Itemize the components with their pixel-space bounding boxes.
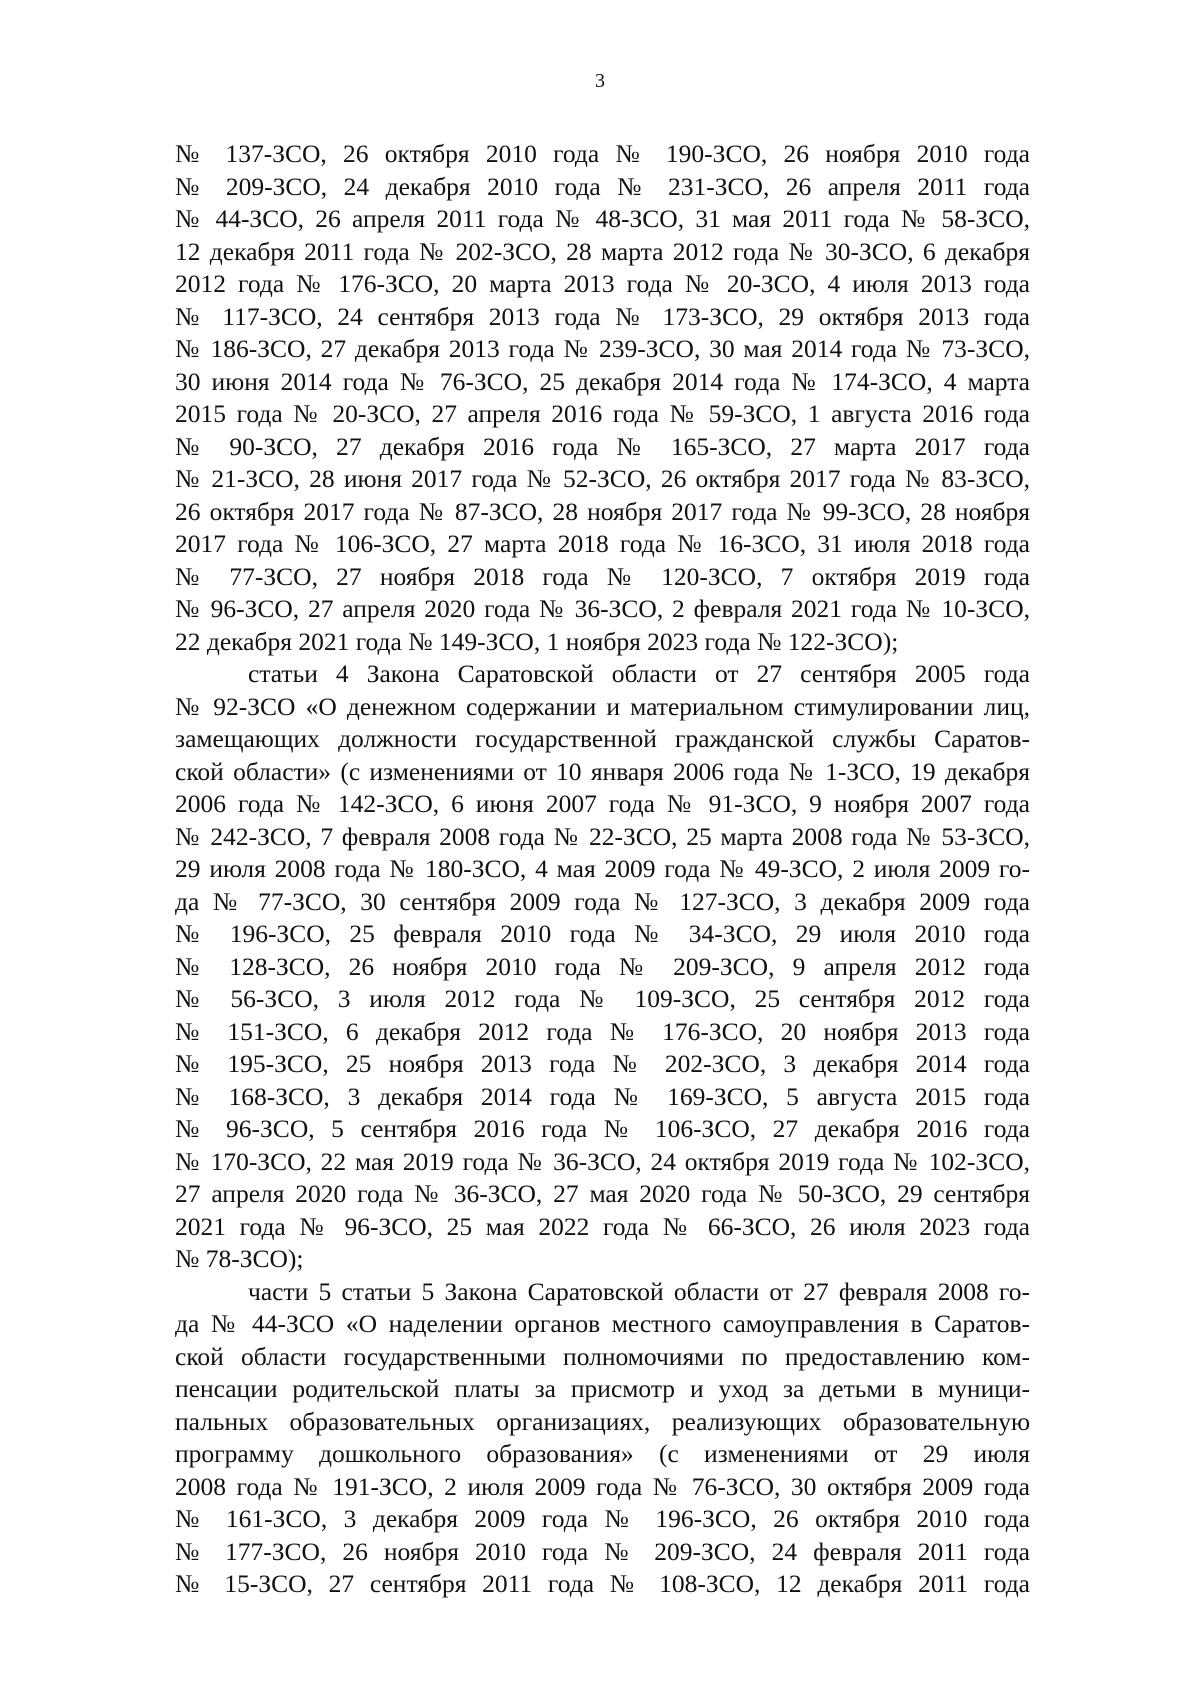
text-line: № 186-ЗСО, 27 декабря 2013 года № 239-ЗСО, 30 мая 2014 года № 73-ЗСО,	[175, 334, 1030, 363]
text-line: № 128-ЗСО, 26 ноября 2010 года № 209-ЗСО, 9 апреля 2012 года	[175, 951, 1030, 981]
text-line: № 137-ЗСО, 26 октября 2010 года № 190-ЗСО, 26 ноября 2010 года	[175, 139, 1030, 168]
paragraph	[175, 138, 1030, 658]
text-line: ской области» (с изменениями от 10 января 2006 года № 1-ЗСО, 19 декабря	[175, 756, 1030, 786]
text-line: 2012 года № 176-ЗСО, 20 марта 2013 года № 20-ЗСО, 4 июля 2013 года	[175, 269, 1030, 298]
text-line: № 177-ЗСО, 26 ноября 2010 года № 209-ЗСО, 24 февраля 2011 года	[175, 1536, 1030, 1566]
text-line: 2008 года № 191-ЗСО, 2 июля 2009 года № 76-ЗСО, 30 октября 2009 года	[175, 1471, 1030, 1501]
text-line: 29 июля 2008 года № 180-ЗСО, 4 мая 2009 года № 49-ЗСО, 2 июля 2009 го-	[175, 854, 1030, 883]
text-line: 30 июня 2014 года № 76-ЗСО, 25 декабря 2014 года № 174-ЗСО, 4 марта	[175, 366, 1030, 396]
text-line: № 96-ЗСО, 27 апреля 2020 года № 36-ЗСО, 2 февраля 2021 года № 10-ЗСО,	[175, 594, 1030, 623]
paragraph	[175, 1276, 1030, 1601]
text-line: 22 декабря 2021 года № 149-ЗСО, 1 ноября 2023 года № 122-ЗСО);	[175, 626, 899, 656]
text-line: 2006 года № 142-ЗСО, 6 июня 2007 года № 91-ЗСО, 9 ноября 2007 года	[175, 789, 1030, 818]
text-line: пенсации родительской платы за присмотр и уход за детьми в муници-	[175, 1374, 1030, 1403]
text-line: ской области государственными полномочиями по предоставлению ком-	[175, 1341, 1030, 1371]
text-line: № 56-ЗСО, 3 июля 2012 года № 109-ЗСО, 25 сентября 2012 года	[175, 984, 1030, 1013]
paragraph	[175, 658, 1030, 1276]
text-line: № 195-ЗСО, 25 ноября 2013 года № 202-ЗСО, 3 декабря 2014 года	[175, 1049, 1030, 1078]
text-line: 2015 года № 20-ЗСО, 27 апреля 2016 года № 59-ЗСО, 1 августа 2016 года	[175, 399, 1030, 428]
text-line: статьи 4 Закона Саратовской области от 27 сентября 2005 года	[248, 659, 1030, 688]
text-line: 2021 года № 96-ЗСО, 25 мая 2022 года № 66-ЗСО, 26 июля 2023 года	[175, 1211, 1030, 1241]
text-line: № 78-ЗСО);	[175, 1244, 304, 1273]
text-line: № 90-ЗСО, 27 декабря 2016 года № 165-ЗСО, 27 марта 2017 года	[175, 431, 1030, 461]
text-line: № 168-ЗСО, 3 декабря 2014 года № 169-ЗСО, 5 августа 2015 года	[175, 1081, 1030, 1111]
text-line: № 44-ЗСО, 26 апреля 2011 года № 48-ЗСО, 31 мая 2011 года № 58-ЗСО,	[175, 204, 1030, 233]
text-line: № 242-ЗСО, 7 февраля 2008 года № 22-ЗСО, 25 марта 2008 года № 53-ЗСО,	[175, 821, 1030, 851]
text-line: 26 октября 2017 года № 87-ЗСО, 28 ноября 2017 года № 99-ЗСО, 28 ноября	[175, 496, 1030, 526]
text-line: № 21-ЗСО, 28 июня 2017 года № 52-ЗСО, 26 октября 2017 года № 83-ЗСО,	[175, 464, 1030, 493]
document-body	[175, 138, 1030, 1601]
text-line: № 196-ЗСО, 25 февраля 2010 года № 34-ЗСО, 29 июля 2010 года	[175, 919, 1030, 948]
text-line: части 5 статьи 5 Закона Саратовской области от 27 февраля 2008 го-	[248, 1276, 1030, 1306]
text-line: № 15-ЗСО, 27 сентября 2011 года № 108-ЗСО, 12 декабря 2011 года	[175, 1569, 1030, 1598]
text-line: № 151-ЗСО, 6 декабря 2012 года № 176-ЗСО, 20 ноября 2013 года	[175, 1016, 1030, 1046]
text-line: 12 декабря 2011 года № 202-ЗСО, 28 марта 2012 года № 30-ЗСО, 6 декабря	[175, 236, 1030, 266]
page-number: 3	[595, 70, 605, 92]
text-line: да № 77-ЗСО, 30 сентября 2009 года № 127-ЗСО, 3 декабря 2009 года	[175, 886, 1030, 916]
text-line: № 170-ЗСО, 22 мая 2019 года № 36-ЗСО, 24 октября 2019 года № 102-ЗСО,	[175, 1146, 1030, 1176]
text-line: 27 апреля 2020 года № 36-ЗСО, 27 мая 2020 года № 50-ЗСО, 29 сентября	[175, 1179, 1030, 1208]
text-line: да № 44-ЗСО «О наделении органов местного самоуправления в Саратов-	[175, 1309, 1030, 1338]
text-line: замещающих должности государственной гражданской службы Саратов-	[175, 724, 1030, 753]
text-line: программу дошкольного образования» (с изменениями от 29 июля	[175, 1439, 1030, 1468]
text-line: пальных образовательных организациях, реализующих образовательную	[175, 1406, 1030, 1436]
text-line: № 77-ЗСО, 27 ноября 2018 года № 120-ЗСО, 7 октября 2019 года	[175, 561, 1030, 591]
text-line: № 209-ЗСО, 24 декабря 2010 года № 231-ЗСО, 26 апреля 2011 года	[175, 171, 1030, 201]
text-line: № 96-ЗСО, 5 сентября 2016 года № 106-ЗСО, 27 декабря 2016 года	[175, 1114, 1030, 1143]
text-line: № 117-ЗСО, 24 сентября 2013 года № 173-ЗСО, 29 октября 2013 года	[175, 301, 1030, 331]
text-line: № 161-ЗСО, 3 декабря 2009 года № 196-ЗСО, 26 октября 2010 года	[175, 1504, 1030, 1533]
text-line: № 92-ЗСО «О денежном содержании и материальном стимулировании лиц,	[175, 691, 1030, 721]
text-line: 2017 года № 106-ЗСО, 27 марта 2018 года № 16-ЗСО, 31 июля 2018 года	[175, 529, 1030, 558]
